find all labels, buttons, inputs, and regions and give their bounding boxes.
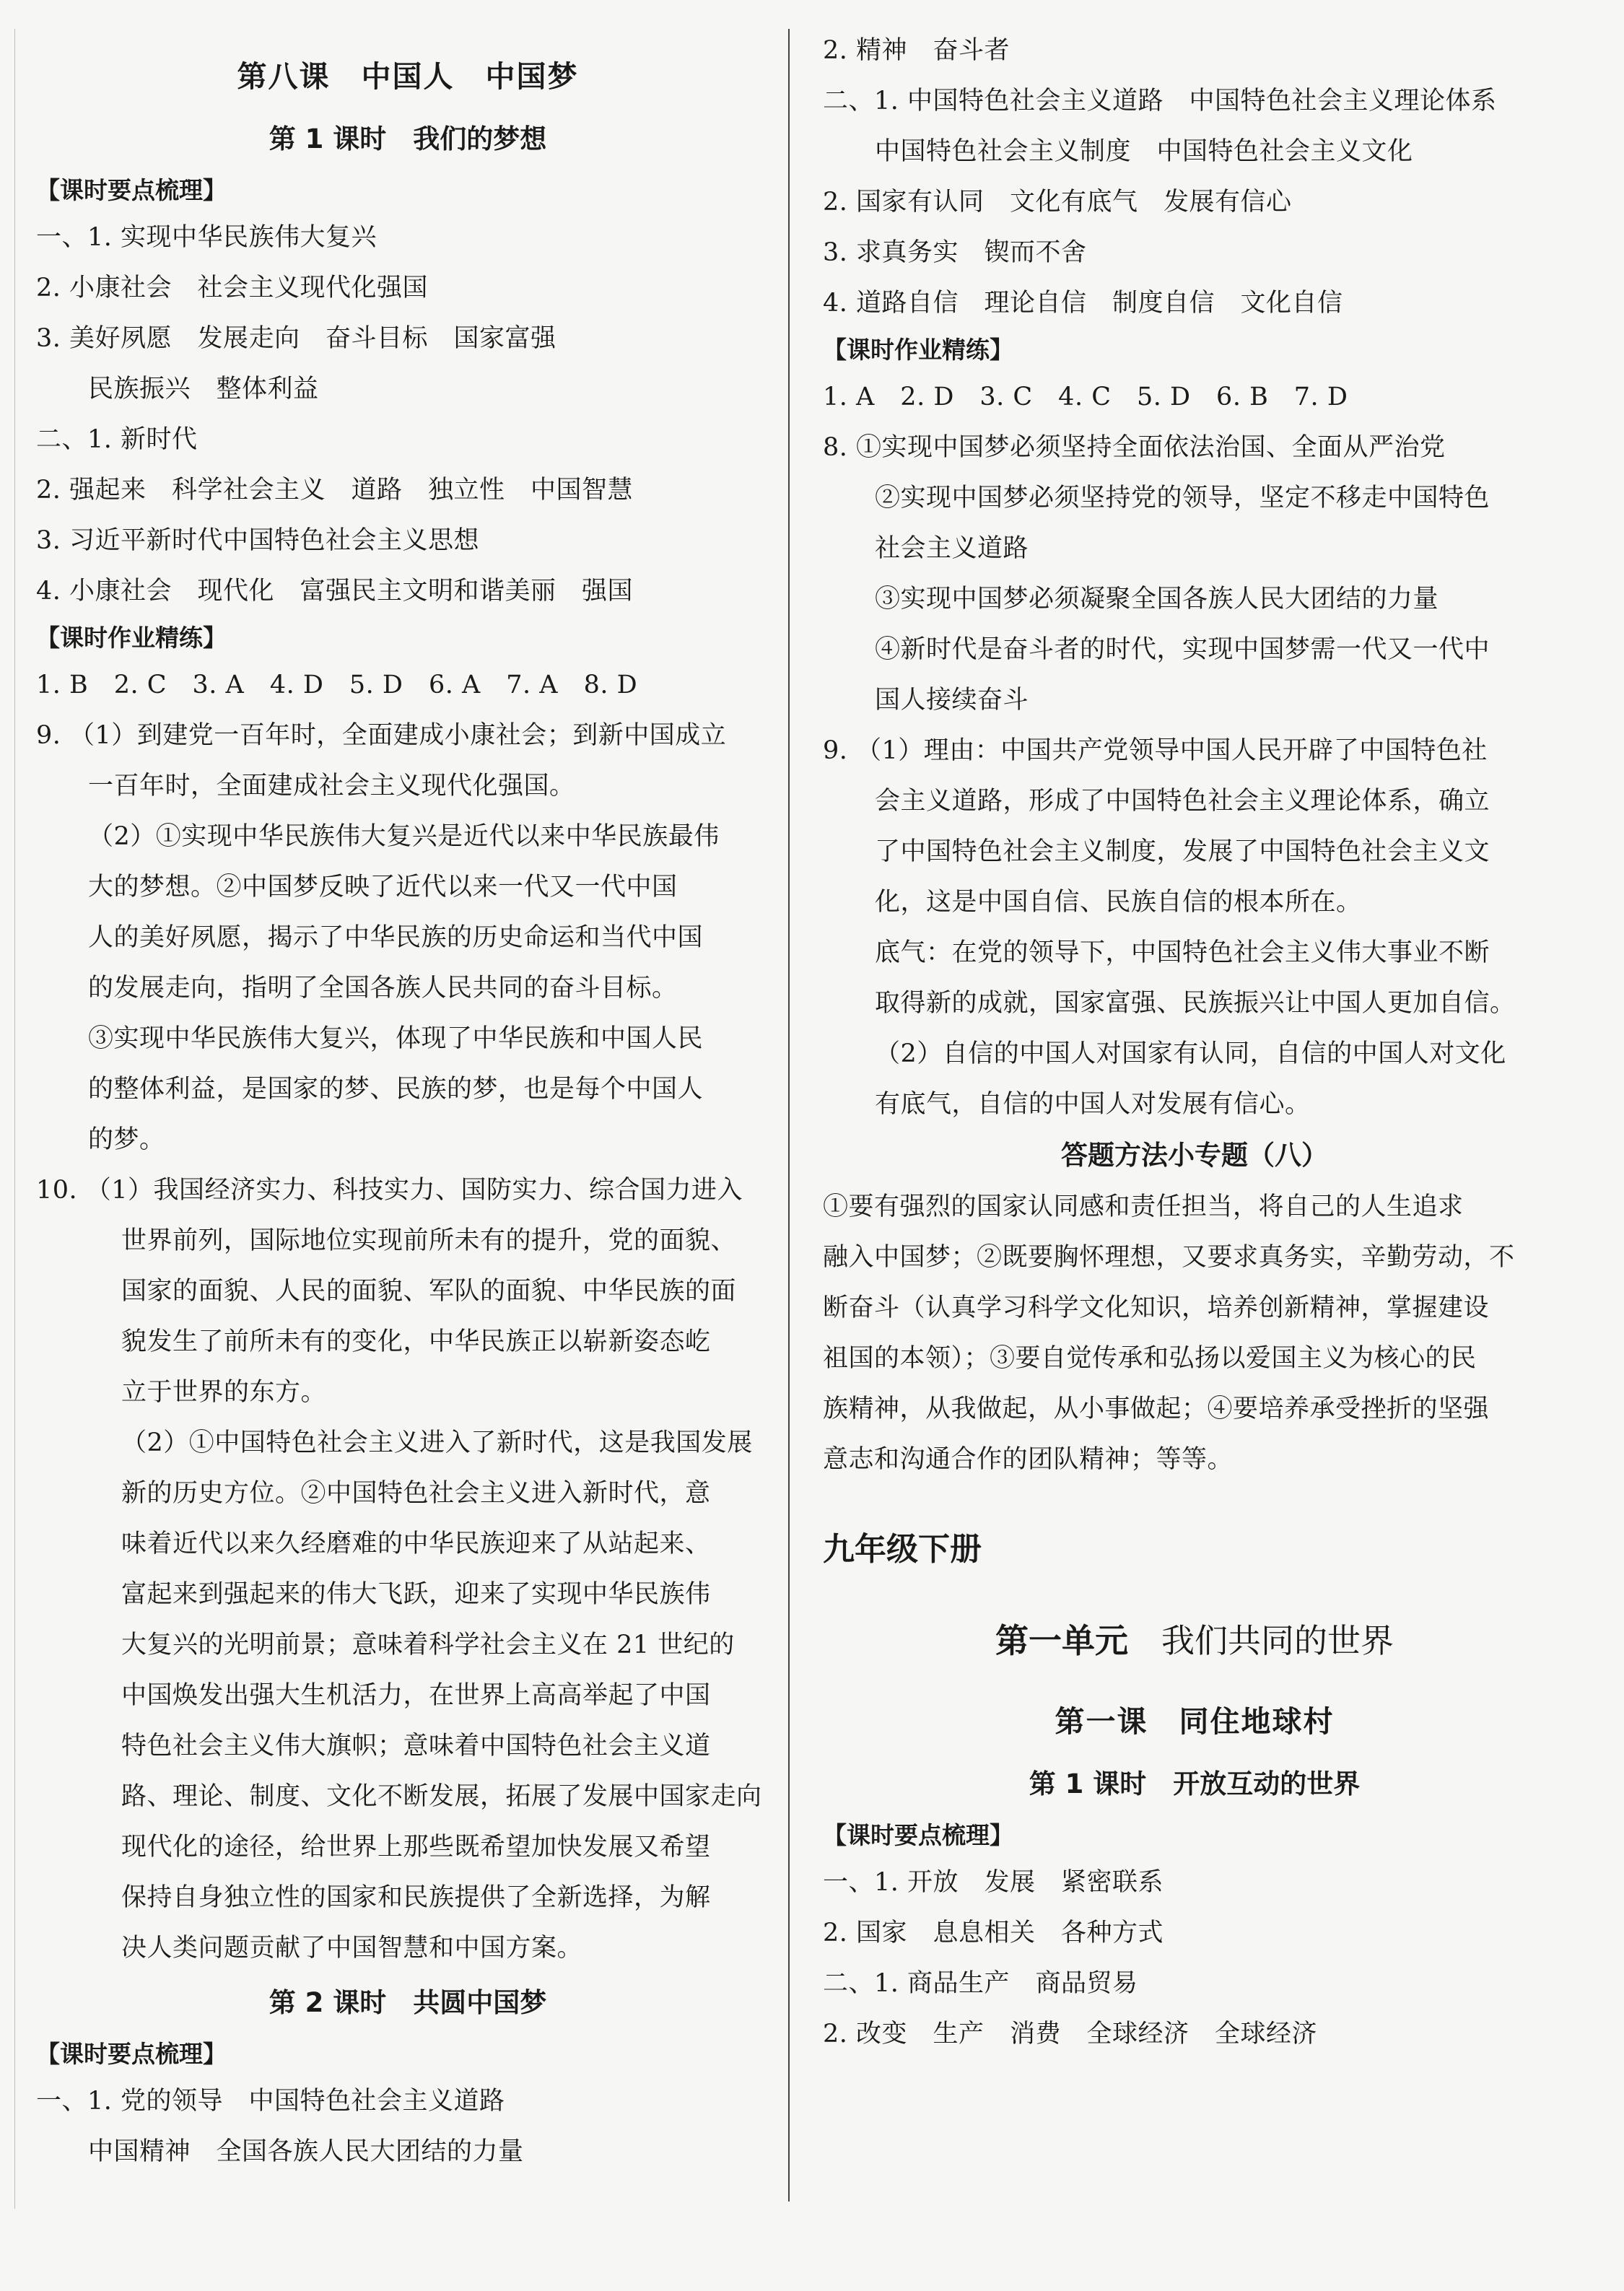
text-line: 味着近代以来久经磨难的中华民族迎来了从站起来、 (121, 1529, 711, 1558)
period-title: 第 1 课时 开放互动的世界 (1029, 1768, 1361, 1799)
text-line: 二、1. 中国特色社会主义道路 中国特色社会主义理论体系 (823, 87, 1497, 115)
unit-name: 我们共同的世界 (1161, 1621, 1394, 1660)
text-line: 2. 强起来 科学社会主义 道路 独立性 中国智慧 (36, 476, 634, 505)
text-line: ①要有强烈的国家认同感和责任担当，将自己的人生追求 (823, 1192, 1464, 1221)
text-line: 10. （1）我国经济实力、科技实力、国防实力、综合国力进入 (36, 1176, 743, 1205)
lesson-title: 第八课 中国人 中国梦 (237, 59, 579, 94)
text-line: 现代化的途径，给世界上那些既希望加快发展又希望 (121, 1833, 711, 1862)
text-line: 的整体利益，是国家的梦、民族的梦，也是每个中国人 (88, 1075, 704, 1104)
text-line: 断奋斗（认真学习科学文化知识，培养创新精神，掌握建设 (823, 1293, 1490, 1322)
left-margin-rule (14, 29, 15, 2209)
text-line: （2）①中国特色社会主义进入了新时代，这是我国发展 (121, 1428, 753, 1457)
text-line: 族精神，从我做起，从小事做起；④要培养承受挫折的坚强 (823, 1395, 1490, 1423)
text-line: 路、理论、制度、文化不断发展，拓展了发展中国家走向 (121, 1782, 762, 1811)
text-line: 4. 小康社会 现代化 富强民主文明和谐美丽 强国 (36, 577, 634, 606)
text-line: ③实现中华民族伟大复兴，体现了中华民族和中国人民 (88, 1024, 704, 1053)
text-line: 一、1. 党的领导 中国特色社会主义道路 (36, 2087, 505, 2116)
text-line: 融入中国梦；②既要胸怀理想，又要求真务实，辛勤劳动，不 (823, 1243, 1515, 1272)
text-line: 中国焕发出强大生机活力，在世界上高高举起了中国 (121, 1681, 711, 1710)
text-line: 8. ①实现中国梦必须坚持全面依法治国、全面从严治党 (823, 433, 1446, 462)
text-line: 二、1. 新时代 (36, 425, 198, 454)
text-line: 保持自身独立性的国家和民族提供了全新选择，为解 (121, 1883, 711, 1912)
text-line: 2. 改变 生产 消费 全球经济 全球经济 (823, 2020, 1318, 2048)
left-column (36, 59, 780, 2177)
text-line: 貌发生了前所未有的变化，中华民族正以崭新姿态屹 (121, 1327, 711, 1356)
right-column (823, 36, 1566, 2059)
text-line: 会主义道路，形成了中国特色社会主义理论体系，确立 (875, 787, 1490, 816)
grade-title: 九年级下册 (823, 1531, 982, 1568)
section-heading: 【课时要点梳理】 (36, 2040, 227, 2068)
text-line: 的梦。 (88, 1125, 165, 1154)
text-line: 国人接续奋斗 (875, 686, 1029, 715)
text-line: 的发展走向，指明了全国各族人民共同的奋斗目标。 (88, 974, 678, 1003)
text-line: 一、1. 开放 发展 紧密联系 (823, 1868, 1164, 1897)
text-line: 3. 美好夙愿 发展走向 奋斗目标 国家富强 (36, 324, 556, 353)
text-line: 9. （1）到建党一百年时，全面建成小康社会；到新中国成立 (36, 721, 727, 750)
topic-title: 答题方法小专题（八） (1061, 1140, 1328, 1171)
text-line: 大复兴的光明前景；意味着科学社会主义在 21 世纪的 (121, 1631, 735, 1659)
text-line: 底气：在党的领导下，中国特色社会主义伟大事业不断 (875, 938, 1490, 967)
text-line: 4. 道路自信 理论自信 制度自信 文化自信 (823, 289, 1343, 318)
lesson-title: 第一课 同住地球村 (1055, 1704, 1335, 1739)
text-line: 2. 精神 奋斗者 (823, 36, 1010, 65)
text-line: 一、1. 实现中华民族伟大复兴 (36, 223, 377, 252)
text-line: 9. （1）理由：中国共产党领导中国人民开辟了中国特色社 (823, 736, 1488, 765)
text-line: 决人类问题贡献了中国智慧和中国方案。 (121, 1934, 583, 1963)
text-line: 中国特色社会主义制度 中国特色社会主义文化 (875, 137, 1413, 166)
text-line: 民族振兴 整体利益 (88, 375, 319, 403)
text-line: ④新时代是奋斗者的时代，实现中国梦需一代又一代中 (875, 635, 1490, 664)
text-line: 化，这是中国自信、民族自信的根本所在。 (875, 888, 1362, 917)
column-divider (788, 29, 790, 2201)
text-line: 2. 国家有认同 文化有底气 发展有信心 (823, 188, 1292, 217)
text-line: 社会主义道路 (875, 534, 1029, 563)
text-line: （2）自信的中国人对国家有认同，自信的中国人对文化 (875, 1039, 1506, 1068)
text-line: 二、1. 商品生产 商品贸易 (823, 1969, 1138, 1998)
unit-title (823, 1593, 1566, 1688)
text-line: 了中国特色社会主义制度，发展了中国特色社会主义文 (875, 837, 1490, 866)
unit-label: 第一单元 (995, 1621, 1128, 1660)
text-line: 意志和沟通合作的团队精神；等等。 (823, 1445, 1234, 1474)
spacer (823, 1485, 1566, 1506)
section-heading: 【课时要点梳理】 (36, 176, 227, 204)
text-line: 1. B 2. C 3. A 4. D 5. D 6. A 7. A 8. D (36, 671, 638, 699)
text-line: 人的美好夙愿，揭示了中华民族的历史命运和当代中国 (88, 923, 704, 952)
text-line: 世界前列，国际地位实现前所未有的提升，党的面貌、 (121, 1226, 737, 1255)
text-line: 国家的面貌、人民的面貌、军队的面貌、中华民族的面 (121, 1277, 737, 1306)
period-title: 第 2 课时 共圆中国梦 (269, 1987, 547, 2018)
text-line: （2）①实现中华民族伟大复兴是近代以来中华民族最伟 (88, 822, 720, 851)
text-line: ③实现中国梦必须凝聚全国各族人民大团结的力量 (875, 585, 1439, 614)
text-line: 新的历史方位。②中国特色社会主义进入新时代，意 (121, 1479, 711, 1508)
section-heading: 【课时作业精练】 (823, 336, 1013, 364)
text-line: 取得新的成就，国家富强、民族振兴让中国人更加自信。 (875, 989, 1516, 1018)
section-heading: 【课时要点梳理】 (823, 1821, 1013, 1849)
text-line: 1. A 2. D 3. C 4. C 5. D 6. B 7. D (823, 383, 1348, 411)
text-line: 一百年时，全面建成社会主义现代化强国。 (88, 772, 575, 800)
text-line: 2. 国家 息息相关 各种方式 (823, 1919, 1164, 1947)
text-line: 立于世界的东方。 (121, 1378, 327, 1407)
text-line: 2. 小康社会 社会主义现代化强国 (36, 274, 429, 302)
period-title: 第 1 课时 我们的梦想 (269, 123, 547, 154)
section-heading: 【课时作业精练】 (36, 624, 227, 652)
text-line: 特色社会主义伟大旗帜；意味着中国特色社会主义道 (121, 1732, 711, 1760)
text-line: 中国精神 全国各族人民大团结的力量 (88, 2137, 524, 2166)
text-line: 大的梦想。②中国梦反映了近代以来一代又一代中国 (88, 873, 678, 902)
text-line: 3. 习近平新时代中国特色社会主义思想 (36, 526, 480, 555)
text-line: ②实现中国梦必须坚持党的领导，坚定不移走中国特色 (875, 484, 1490, 512)
text-line: 3. 求真务实 锲而不舍 (823, 238, 1087, 267)
text-line: 有底气，自信的中国人对发展有信心。 (875, 1090, 1311, 1119)
text-line: 富起来到强起来的伟大飞跃，迎来了实现中华民族伟 (121, 1580, 711, 1609)
text-line: 祖国的本领）；③要自觉传承和弘扬以爱国主义为核心的民 (823, 1344, 1477, 1373)
